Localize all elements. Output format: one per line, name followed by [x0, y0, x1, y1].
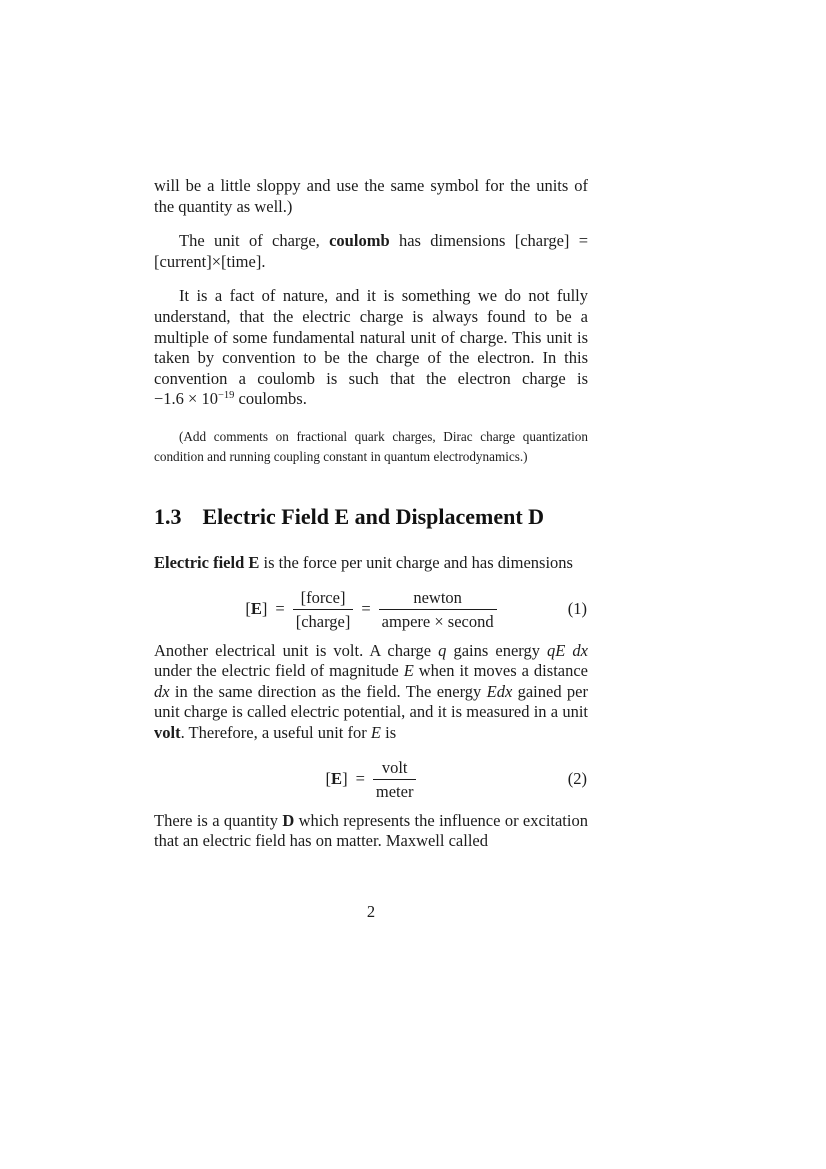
bold-coulomb: coulomb: [329, 231, 390, 251]
section-number: 1.3: [154, 503, 182, 529]
page-number: 2: [366, 902, 376, 921]
denominator: meter: [373, 779, 417, 801]
equation-2: [154, 758, 588, 801]
bracket-close: ]: [342, 769, 348, 788]
math-italic-dx: dx: [154, 681, 170, 701]
numerator: [force]: [300, 587, 346, 607]
denominator: [charge]: [293, 609, 354, 631]
fraction-force-charge: [293, 588, 354, 631]
paragraph-electric-field-definition: [154, 553, 588, 574]
bold-d-symbol: D: [282, 810, 295, 830]
text-run: There is a quantity: [154, 810, 283, 830]
text-run: . Therefore, a useful unit for: [180, 722, 371, 742]
fraction-volt-meter: [373, 758, 417, 801]
equation-1-number: (1): [567, 599, 587, 619]
math-base: −1.6 × 10: [154, 389, 218, 409]
numerator: newton: [413, 587, 462, 607]
bracket-open: [: [245, 599, 251, 619]
electron-charge-value: [154, 389, 234, 408]
equation-2-number: (2): [567, 769, 587, 788]
math-italic-edx: Edx: [486, 681, 513, 701]
math-exponent: −19: [218, 390, 235, 402]
section-title: Electric Field E and Displacement D: [202, 503, 545, 529]
paragraph-displacement-d: [154, 811, 588, 852]
paragraph-editorial-note: (Add comments on fractional quark charges, Dirac charge quantization condition and running coupling constant in quantum electrodynamics.): [154, 428, 588, 464]
math-italic-e: E: [403, 661, 414, 681]
paragraph-unit-of-charge: [154, 231, 588, 272]
math-italic-e: E: [370, 722, 381, 742]
text-run: The unit of charge,: [179, 231, 330, 251]
equation-1: [154, 588, 588, 631]
bold-electric-field-e: Electric field E: [154, 552, 260, 572]
bold-e-symbol: E: [250, 599, 262, 619]
paragraph-sloppy-units: will be a little sloppy and use the same symbol for the units of the quantity as well.): [154, 176, 588, 216]
text-run: gained per unit charge is called electric potential, and it is measured in a unit: [154, 681, 588, 722]
text-run: under the electric field of magnitude: [154, 661, 404, 681]
text-run: when it moves a distance: [413, 661, 588, 681]
text-run: gains energy: [446, 640, 548, 660]
bracket-close: ]: [261, 599, 268, 619]
paragraph-volt-definition: [154, 641, 588, 744]
equation-lhs: [326, 769, 348, 789]
text-run: coulombs.: [234, 389, 307, 409]
text-column: [154, 176, 588, 866]
paragraph-charge-quantization: [154, 286, 588, 413]
text-run: is the force per unit charge and has dimensions: [259, 552, 573, 572]
math-italic-qedx: qE dx: [547, 640, 588, 660]
bold-e-symbol: E: [331, 769, 343, 788]
equation-2-body: [154, 758, 588, 801]
equation-lhs: [245, 599, 267, 619]
equals-sign: =: [361, 599, 371, 619]
math-italic-q: q: [438, 640, 447, 660]
text-run: which represents the influence or excitation that an electric field has on matter. Maxwell called: [154, 810, 588, 851]
section-heading: [154, 503, 588, 531]
text-run: It is a fact of nature, and it is something we do not fully understand, that the electric charge is always found to be a multiple of some fundamental natural unit of charge. This unit is taken by convention to be the charge of the electron. In this convention a coulomb is such that the electron charge is: [154, 286, 588, 388]
bold-volt: volt: [154, 722, 181, 742]
text-run: is: [380, 722, 397, 742]
equals-sign: =: [355, 769, 365, 788]
equation-1-body: [154, 588, 588, 631]
fraction-newton-ampere-second: [379, 588, 497, 631]
bracket-open: [: [325, 769, 332, 788]
text-run: has dimensions [charge] = [current]×[time].: [154, 231, 588, 271]
text-run: Another electrical unit is volt. A charge: [154, 640, 439, 660]
numerator: volt: [381, 757, 408, 777]
denominator: ampere × second: [379, 609, 497, 631]
text-run: in the same direction as the field. The energy: [169, 681, 487, 701]
equals-sign: =: [275, 599, 285, 619]
